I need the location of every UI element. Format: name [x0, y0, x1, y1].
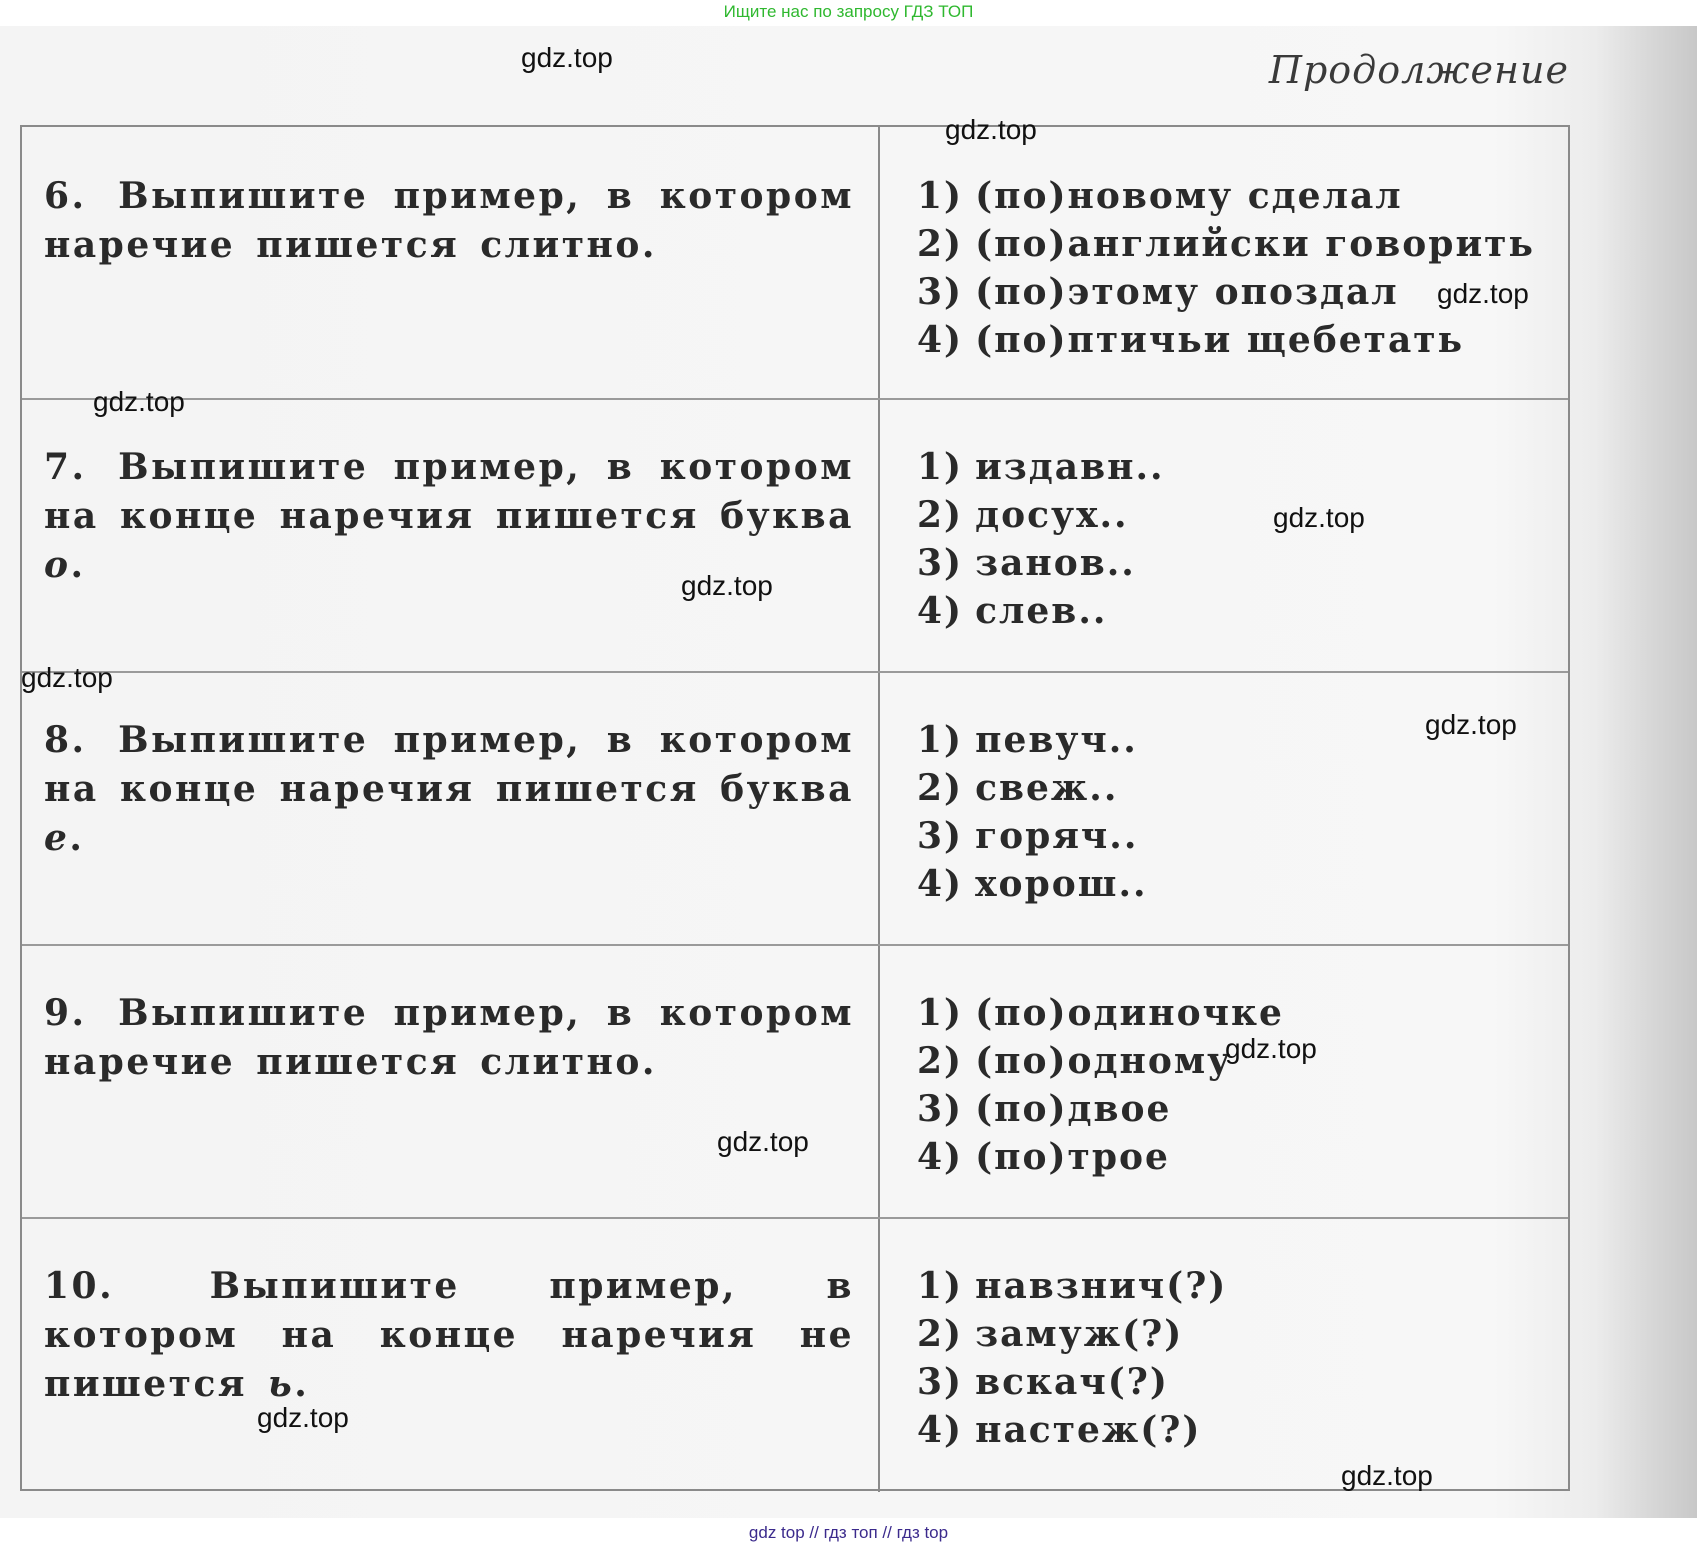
answer-option: 1) (по)новому сделал: [917, 175, 1403, 217]
answer-option: 4) слев..: [917, 590, 1108, 632]
watermark: gdz.top: [93, 386, 185, 417]
answer-options: [917, 443, 1557, 635]
bottom-banner[interactable]: gdz top // гдз топ // гдз top: [748, 1523, 949, 1542]
answer-options: [917, 1262, 1557, 1454]
answer-option: 3) (по)двое: [917, 1088, 1172, 1130]
top-banner[interactable]: Ищите нас по запросу ГДЗ ТОП: [723, 2, 974, 21]
column-divider: [878, 946, 880, 1217]
answer-option: 4) хорош..: [917, 863, 1148, 905]
watermark: gdz.top: [717, 1126, 809, 1157]
watermark: gdz.top: [21, 662, 113, 693]
target-letter: ь: [268, 1363, 295, 1405]
answer-option: 3) занов..: [917, 542, 1136, 584]
watermark: gdz.top: [1273, 502, 1365, 533]
column-divider: [878, 1219, 880, 1492]
answer-option: 1) издавн..: [917, 446, 1165, 488]
answer-option: 2) (по)одному: [917, 1040, 1233, 1082]
answer-option: 4) настеж(?): [917, 1409, 1202, 1451]
answer-option: 3) (по)этому опоздал: [917, 271, 1399, 313]
watermark: gdz.top: [257, 1402, 349, 1433]
watermark: gdz.top: [1341, 1460, 1433, 1491]
task-row: [22, 127, 1568, 400]
answer-option: 1) навзнич(?): [917, 1265, 1228, 1307]
question-text: [44, 172, 854, 270]
question-body: Выпишите пример, в котором на конце наречия пишется буква: [44, 446, 854, 537]
answer-options: [917, 716, 1557, 908]
answer-option: 2) замуж(?): [917, 1313, 1184, 1355]
column-divider: [878, 673, 880, 944]
question-number: 8.: [44, 719, 87, 761]
answer-option: 3) вскач(?): [917, 1361, 1169, 1403]
answer-option: 3) горяч..: [917, 815, 1139, 857]
question-number: 7.: [44, 446, 87, 488]
target-letter: е: [44, 817, 70, 859]
question-body: Выпишите пример, в котором наречие пишется слитно.: [44, 992, 854, 1083]
question-body: Выпишите пример, в котором на конце наречия не пишется: [44, 1265, 854, 1405]
watermark: gdz.top: [1437, 278, 1529, 309]
question-number: 10.: [44, 1265, 115, 1307]
watermark: gdz.top: [1225, 1033, 1317, 1064]
question-text: 7. Выпишите пример, в котором на конце наречия пишется буква о.: [44, 446, 854, 586]
question-body: Выпишите пример, в котором наречие пишется слитно.: [44, 175, 854, 266]
column-divider: [878, 400, 880, 671]
question-number: 6.: [44, 175, 87, 217]
column-divider: [878, 127, 880, 398]
answer-options: [917, 989, 1557, 1181]
task-row: [22, 400, 1568, 673]
watermark: gdz.top: [681, 570, 773, 601]
question-text: 10. Выпишите пример, в котором на конце наречия не пишется ь.: [44, 1265, 854, 1405]
watermark: gdz.top: [521, 42, 613, 73]
question-text: 8. Выпишите пример, в котором на конце наречия пишется буква е.: [44, 719, 854, 859]
question-body: Выпишите пример, в котором на конце наречия пишется буква: [44, 719, 854, 810]
task-row: [22, 673, 1568, 946]
question-text: [44, 989, 854, 1087]
answer-option: 2) досух..: [917, 494, 1129, 536]
answer-option: 2) (по)английски говорить: [917, 223, 1535, 265]
target-letter: о: [44, 544, 71, 586]
watermark: gdz.top: [945, 114, 1037, 145]
question-number: 9.: [44, 992, 87, 1034]
continuation-label: Продолжение: [1268, 48, 1569, 92]
answer-options: [917, 172, 1557, 364]
answer-option: 4) (по)птичьи щебетать: [917, 319, 1465, 361]
answer-option: 4) (по)трое: [917, 1136, 1170, 1178]
task-row: [22, 1219, 1568, 1492]
task-row: [22, 946, 1568, 1219]
answer-option: 1) певуч..: [917, 719, 1138, 761]
answer-option: 2) свеж..: [917, 767, 1119, 809]
answer-option: 1) (по)одиночке: [917, 992, 1284, 1034]
watermark: gdz.top: [1425, 709, 1517, 740]
task-table: [20, 125, 1570, 1491]
